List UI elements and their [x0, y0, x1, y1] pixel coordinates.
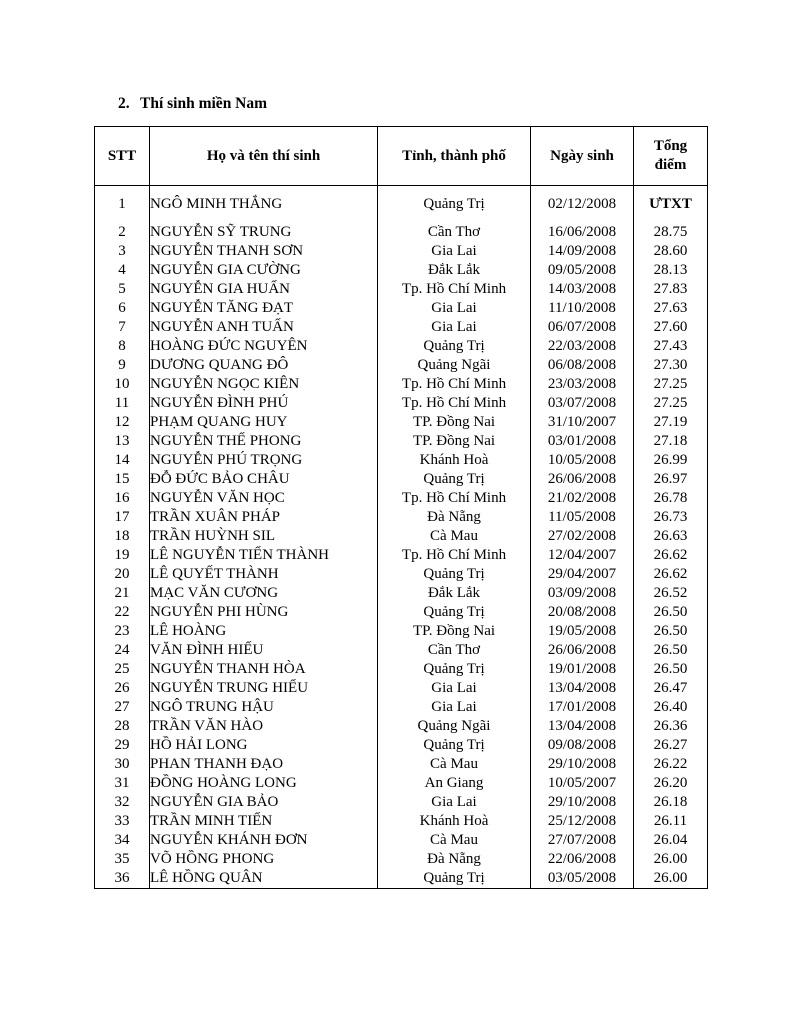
table-row — [95, 337, 708, 356]
section-title: Thí sinh miền Nam — [140, 95, 268, 112]
cell-dob: 02/12/2008 — [531, 186, 634, 224]
header-province: Tỉnh, thành phố — [378, 127, 531, 186]
cell-dob: 13/04/2008 — [531, 679, 634, 698]
cell-province: Đắk Lắk — [378, 261, 531, 280]
cell-province: Cà Mau — [378, 755, 531, 774]
cell-name: NGUYỄN GIA HUẤN — [150, 280, 378, 299]
table-body — [95, 186, 708, 889]
section-heading — [118, 95, 267, 113]
cell-score: 26.99 — [634, 451, 708, 470]
cell-province: Quảng Trị — [378, 337, 531, 356]
table-row — [95, 565, 708, 584]
cell-dob: 29/10/2008 — [531, 755, 634, 774]
cell-dob: 06/08/2008 — [531, 356, 634, 375]
cell-score: 26.97 — [634, 470, 708, 489]
cell-stt: 27 — [95, 698, 150, 717]
cell-province: Quảng Ngãi — [378, 717, 531, 736]
cell-province: Gia Lai — [378, 793, 531, 812]
cell-dob: 14/03/2008 — [531, 280, 634, 299]
cell-name: NGUYỄN TRUNG HIẾU — [150, 679, 378, 698]
cell-score: 27.43 — [634, 337, 708, 356]
table-row — [95, 527, 708, 546]
cell-name: NGUYỄN KHÁNH ĐƠN — [150, 831, 378, 850]
cell-province: Khánh Hoà — [378, 451, 531, 470]
cell-score: 27.83 — [634, 280, 708, 299]
cell-dob: 26/06/2008 — [531, 470, 634, 489]
cell-province: Cà Mau — [378, 831, 531, 850]
cell-score: 26.40 — [634, 698, 708, 717]
cell-score: 27.60 — [634, 318, 708, 337]
table-row — [95, 736, 708, 755]
cell-score: ƯTXT — [634, 186, 708, 224]
cell-score: 26.50 — [634, 622, 708, 641]
cell-province: Tp. Hồ Chí Minh — [378, 489, 531, 508]
table-row — [95, 261, 708, 280]
table-row — [95, 774, 708, 793]
cell-stt: 7 — [95, 318, 150, 337]
cell-dob: 22/06/2008 — [531, 850, 634, 869]
cell-name: TRẦN MINH TIẾN — [150, 812, 378, 831]
table-header-row — [95, 127, 708, 186]
cell-score: 26.50 — [634, 603, 708, 622]
table-row — [95, 280, 708, 299]
cell-name: NGÔ MINH THẮNG — [150, 186, 378, 224]
cell-dob: 10/05/2007 — [531, 774, 634, 793]
table-row — [95, 679, 708, 698]
cell-score: 26.50 — [634, 641, 708, 660]
cell-score: 28.13 — [634, 261, 708, 280]
cell-score: 27.25 — [634, 375, 708, 394]
cell-stt: 30 — [95, 755, 150, 774]
cell-name: TRẦN VĂN HÀO — [150, 717, 378, 736]
cell-score: 26.20 — [634, 774, 708, 793]
cell-dob: 27/02/2008 — [531, 527, 634, 546]
cell-score: 28.60 — [634, 242, 708, 261]
cell-name: NGUYỄN VĂN HỌC — [150, 489, 378, 508]
table-row — [95, 375, 708, 394]
cell-dob: 17/01/2008 — [531, 698, 634, 717]
cell-province: Quảng Trị — [378, 736, 531, 755]
cell-dob: 29/10/2008 — [531, 793, 634, 812]
table-row — [95, 432, 708, 451]
cell-stt: 18 — [95, 527, 150, 546]
cell-dob: 19/01/2008 — [531, 660, 634, 679]
header-name: Họ và tên thí sinh — [150, 127, 378, 186]
table-row — [95, 356, 708, 375]
cell-stt: 26 — [95, 679, 150, 698]
cell-score: 26.36 — [634, 717, 708, 736]
table-row — [95, 850, 708, 869]
table-row — [95, 793, 708, 812]
cell-stt: 1 — [95, 186, 150, 224]
table-row — [95, 698, 708, 717]
cell-score: 26.04 — [634, 831, 708, 850]
cell-name: NGUYỄN THANH HÒA — [150, 660, 378, 679]
cell-province: An Giang — [378, 774, 531, 793]
table-row — [95, 641, 708, 660]
section-number: 2. — [118, 95, 130, 112]
cell-score: 26.11 — [634, 812, 708, 831]
table-row — [95, 546, 708, 565]
cell-dob: 10/05/2008 — [531, 451, 634, 470]
cell-stt: 33 — [95, 812, 150, 831]
cell-province: Quảng Trị — [378, 470, 531, 489]
cell-dob: 20/08/2008 — [531, 603, 634, 622]
table-row — [95, 451, 708, 470]
cell-name: NGUYỄN NGỌC KIÊN — [150, 375, 378, 394]
cell-stt: 9 — [95, 356, 150, 375]
cell-score: 26.00 — [634, 869, 708, 889]
cell-name: PHAN THANH ĐẠO — [150, 755, 378, 774]
cell-score: 27.19 — [634, 413, 708, 432]
cell-score: 27.25 — [634, 394, 708, 413]
cell-dob: 11/05/2008 — [531, 508, 634, 527]
cell-name: NGUYỄN THẾ PHONG — [150, 432, 378, 451]
cell-province: Cà Mau — [378, 527, 531, 546]
cell-stt: 36 — [95, 869, 150, 889]
cell-province: Cần Thơ — [378, 641, 531, 660]
cell-score: 27.63 — [634, 299, 708, 318]
cell-stt: 5 — [95, 280, 150, 299]
cell-stt: 34 — [95, 831, 150, 850]
table-row — [95, 603, 708, 622]
cell-province: Tp. Hồ Chí Minh — [378, 394, 531, 413]
cell-dob: 11/10/2008 — [531, 299, 634, 318]
cell-stt: 22 — [95, 603, 150, 622]
table-row — [95, 508, 708, 527]
cell-province: Đắk Lắk — [378, 584, 531, 603]
cell-province: Quảng Trị — [378, 186, 531, 224]
cell-name: TRẦN XUÂN PHÁP — [150, 508, 378, 527]
cell-name: NGUYỄN ANH TUẤN — [150, 318, 378, 337]
table-row — [95, 394, 708, 413]
cell-stt: 21 — [95, 584, 150, 603]
cell-province: Cần Thơ — [378, 223, 531, 242]
cell-stt: 28 — [95, 717, 150, 736]
header-dob: Ngày sinh — [531, 127, 634, 186]
cell-name: ĐỒNG HOÀNG LONG — [150, 774, 378, 793]
cell-dob: 19/05/2008 — [531, 622, 634, 641]
cell-province: Quảng Trị — [378, 565, 531, 584]
cell-province: Gia Lai — [378, 679, 531, 698]
cell-stt: 35 — [95, 850, 150, 869]
table-row — [95, 717, 708, 736]
cell-name: LÊ HOÀNG — [150, 622, 378, 641]
cell-stt: 24 — [95, 641, 150, 660]
cell-dob: 22/03/2008 — [531, 337, 634, 356]
cell-stt: 32 — [95, 793, 150, 812]
cell-dob: 06/07/2008 — [531, 318, 634, 337]
cell-score: 26.27 — [634, 736, 708, 755]
cell-dob: 09/08/2008 — [531, 736, 634, 755]
candidate-table — [94, 126, 708, 889]
cell-province: Gia Lai — [378, 242, 531, 261]
cell-stt: 19 — [95, 546, 150, 565]
cell-province: Quảng Trị — [378, 660, 531, 679]
cell-province: Đà Nẵng — [378, 508, 531, 527]
table-row — [95, 489, 708, 508]
cell-name: VĂN ĐÌNH HIẾU — [150, 641, 378, 660]
cell-stt: 17 — [95, 508, 150, 527]
cell-dob: 31/10/2007 — [531, 413, 634, 432]
cell-name: NGUYỄN SỸ TRUNG — [150, 223, 378, 242]
cell-name: DƯƠNG QUANG ĐÔ — [150, 356, 378, 375]
cell-stt: 29 — [95, 736, 150, 755]
cell-dob: 13/04/2008 — [531, 717, 634, 736]
cell-stt: 2 — [95, 223, 150, 242]
table-row — [95, 242, 708, 261]
cell-score: 26.78 — [634, 489, 708, 508]
cell-province: Tp. Hồ Chí Minh — [378, 280, 531, 299]
cell-stt: 6 — [95, 299, 150, 318]
table-row — [95, 413, 708, 432]
cell-dob: 26/06/2008 — [531, 641, 634, 660]
cell-dob: 03/07/2008 — [531, 394, 634, 413]
cell-province: TP. Đồng Nai — [378, 432, 531, 451]
cell-name: HOÀNG ĐỨC NGUYÊN — [150, 337, 378, 356]
cell-province: Quảng Trị — [378, 869, 531, 889]
table-row — [95, 755, 708, 774]
cell-name: NGUYỄN TĂNG ĐẠT — [150, 299, 378, 318]
cell-province: Gia Lai — [378, 318, 531, 337]
cell-stt: 25 — [95, 660, 150, 679]
header-score-line1: Tổng — [653, 138, 688, 154]
cell-stt: 23 — [95, 622, 150, 641]
cell-province: Đà Nẵng — [378, 850, 531, 869]
table-row — [95, 470, 708, 489]
cell-score: 26.52 — [634, 584, 708, 603]
cell-stt: 15 — [95, 470, 150, 489]
cell-dob: 16/06/2008 — [531, 223, 634, 242]
cell-score: 26.73 — [634, 508, 708, 527]
table-row — [95, 869, 708, 889]
cell-province: Tp. Hồ Chí Minh — [378, 546, 531, 565]
cell-province: Khánh Hoà — [378, 812, 531, 831]
cell-name: ĐỖ ĐỨC BẢO CHÂU — [150, 470, 378, 489]
cell-score: 26.22 — [634, 755, 708, 774]
cell-dob: 03/09/2008 — [531, 584, 634, 603]
cell-name: HỒ HẢI LONG — [150, 736, 378, 755]
cell-dob: 03/01/2008 — [531, 432, 634, 451]
cell-name: LÊ QUYẾT THÀNH — [150, 565, 378, 584]
table-row — [95, 622, 708, 641]
cell-province: Quảng Ngãi — [378, 356, 531, 375]
cell-stt: 11 — [95, 394, 150, 413]
cell-name: NGUYỄN ĐÌNH PHÚ — [150, 394, 378, 413]
table-row — [95, 584, 708, 603]
cell-score: 26.47 — [634, 679, 708, 698]
cell-name: NGUYỄN GIA BẢO — [150, 793, 378, 812]
cell-stt: 3 — [95, 242, 150, 261]
cell-dob: 29/04/2007 — [531, 565, 634, 584]
table-row — [95, 660, 708, 679]
cell-score: 26.50 — [634, 660, 708, 679]
cell-province: Gia Lai — [378, 698, 531, 717]
header-score-line2: điểm — [654, 157, 687, 173]
cell-stt: 12 — [95, 413, 150, 432]
cell-province: TP. Đồng Nai — [378, 622, 531, 641]
cell-name: PHẠM QUANG HUY — [150, 413, 378, 432]
cell-province: Tp. Hồ Chí Minh — [378, 375, 531, 394]
cell-dob: 12/04/2007 — [531, 546, 634, 565]
header-score — [634, 127, 708, 186]
cell-dob: 21/02/2008 — [531, 489, 634, 508]
cell-dob: 09/05/2008 — [531, 261, 634, 280]
header-stt: STT — [95, 127, 150, 186]
cell-stt: 13 — [95, 432, 150, 451]
table-row — [95, 318, 708, 337]
cell-stt: 20 — [95, 565, 150, 584]
cell-name: TRẦN HUỲNH SIL — [150, 527, 378, 546]
cell-score: 26.18 — [634, 793, 708, 812]
cell-name: NGUYỄN PHI HÙNG — [150, 603, 378, 622]
cell-stt: 4 — [95, 261, 150, 280]
cell-province: TP. Đồng Nai — [378, 413, 531, 432]
cell-score: 26.63 — [634, 527, 708, 546]
cell-stt: 31 — [95, 774, 150, 793]
cell-name: NGUYỄN THANH SƠN — [150, 242, 378, 261]
cell-stt: 16 — [95, 489, 150, 508]
cell-province: Gia Lai — [378, 299, 531, 318]
cell-stt: 8 — [95, 337, 150, 356]
cell-dob: 25/12/2008 — [531, 812, 634, 831]
table-row — [95, 299, 708, 318]
cell-name: MẠC VĂN CƯƠNG — [150, 584, 378, 603]
cell-name: LÊ NGUYỄN TIẾN THÀNH — [150, 546, 378, 565]
cell-score: 26.00 — [634, 850, 708, 869]
cell-name: NGÔ TRUNG HẬU — [150, 698, 378, 717]
cell-dob: 27/07/2008 — [531, 831, 634, 850]
table-row — [95, 186, 708, 224]
table-row — [95, 831, 708, 850]
cell-name: VÕ HỒNG PHONG — [150, 850, 378, 869]
cell-province: Quảng Trị — [378, 603, 531, 622]
cell-dob: 14/09/2008 — [531, 242, 634, 261]
cell-stt: 14 — [95, 451, 150, 470]
cell-name: LÊ HỒNG QUÂN — [150, 869, 378, 889]
cell-score: 26.62 — [634, 565, 708, 584]
cell-name: NGUYỄN GIA CƯỜNG — [150, 261, 378, 280]
cell-dob: 03/05/2008 — [531, 869, 634, 889]
cell-score: 28.75 — [634, 223, 708, 242]
cell-name: NGUYỄN PHÚ TRỌNG — [150, 451, 378, 470]
cell-score: 27.18 — [634, 432, 708, 451]
cell-score: 26.62 — [634, 546, 708, 565]
table-row — [95, 223, 708, 242]
cell-score: 27.30 — [634, 356, 708, 375]
cell-stt: 10 — [95, 375, 150, 394]
cell-dob: 23/03/2008 — [531, 375, 634, 394]
table-row — [95, 812, 708, 831]
